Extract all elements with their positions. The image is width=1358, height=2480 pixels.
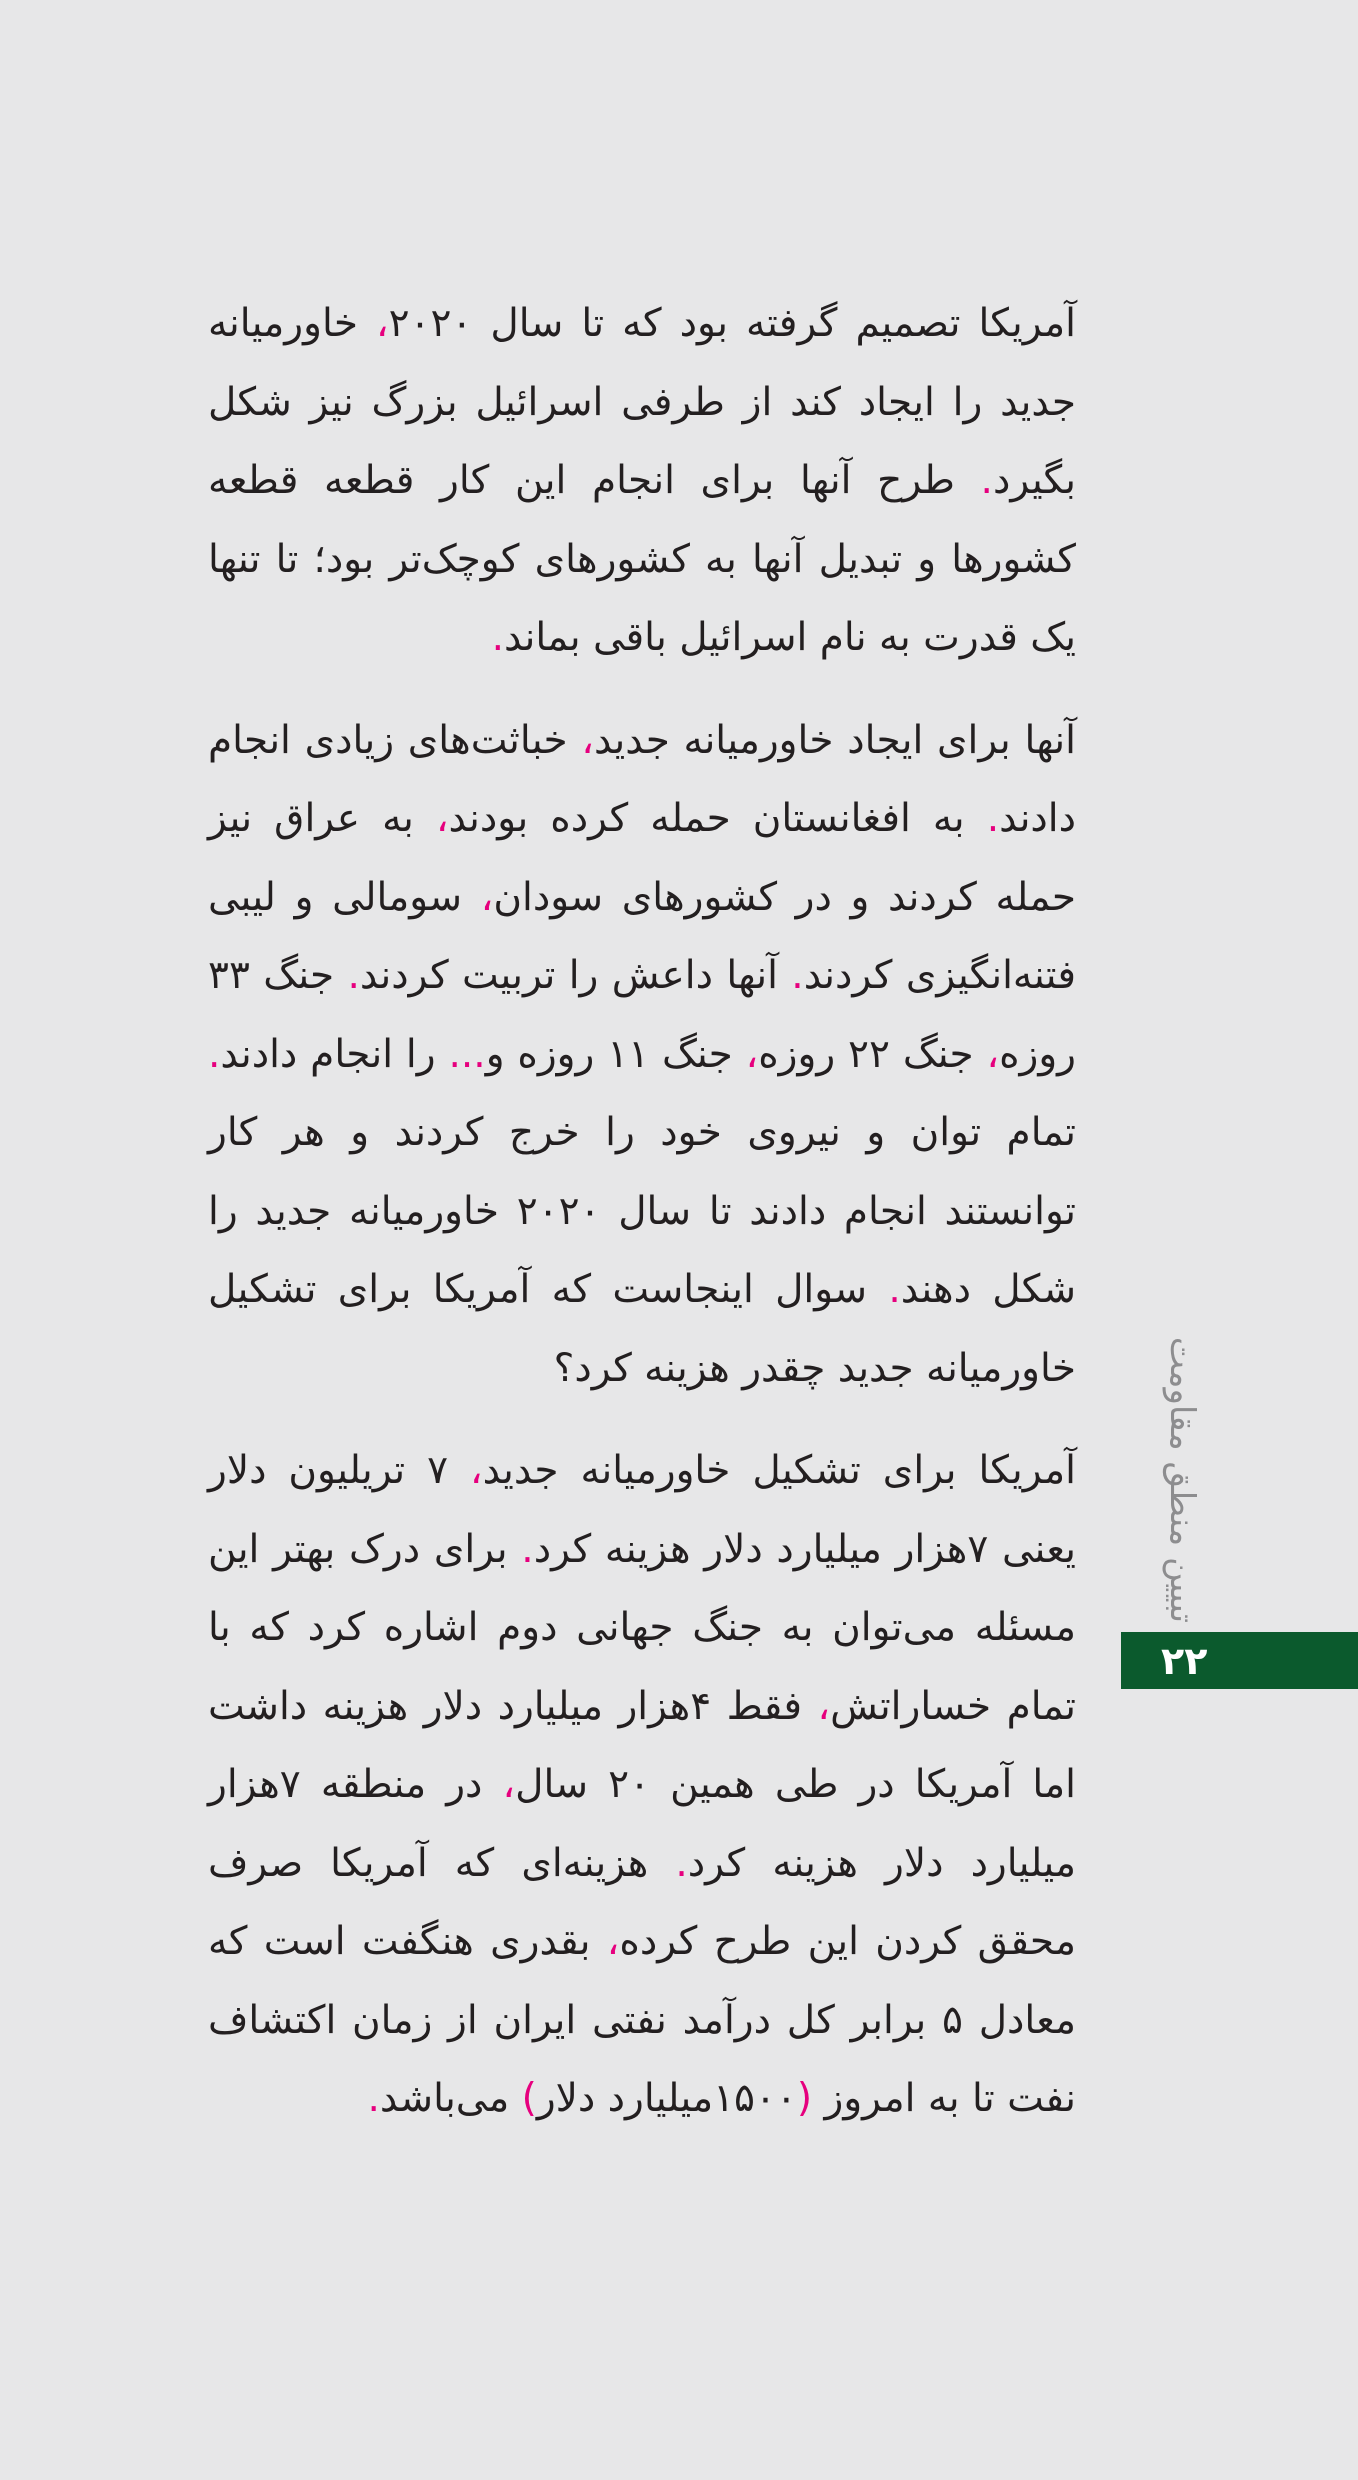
punctuation-mark: ، (376, 301, 389, 346)
text-run: ۷ تریلیون دلار یعنی ۷هزار میلیارد دلار هزینه کرد (208, 1448, 1076, 1572)
text-run: تمام توان و نیروی خود را خرج کردند و هر کار توانستند انجام دادند تا سال ۲۰۲۰ خاورمیانه جدید را شکل دهند (208, 1110, 1077, 1312)
punctuation-mark: . (888, 1267, 901, 1312)
punctuation-mark: . (986, 796, 1000, 841)
text-run: سوال اینجاست که آمریکا برای تشکیل خاورمیانه جدید چقدر هزینه کرد؟ (208, 1267, 1076, 1391)
punctuation-mark: ، (817, 1683, 831, 1729)
punctuation-mark: . (491, 615, 505, 660)
text-run: طرح آنها برای انجام این کار قطعه قطعه کشورها و تبدیل آنها به کشورهای کوچک‌تر بود؛ تا تنها یک قدرت به نام اسرائیل باقی بماند (208, 458, 1076, 660)
text-run: به افغانستان حمله کرده بودند (448, 796, 987, 841)
page-number-tab (1121, 1632, 1358, 1689)
text-run: خباثت‌های زیادی انجام دادند (208, 717, 1077, 841)
punctuation-mark: ، (581, 717, 594, 763)
paragraph-1 (208, 285, 1076, 678)
text-run: جنگ ۲۲ روزه (758, 1031, 987, 1077)
punctuation-mark: . (208, 1031, 221, 1077)
text-run: هزینه‌ای که آمریکا صرف محقق کردن این طرح کرده (208, 1840, 1076, 1964)
running-book-title (1152, 1336, 1212, 1624)
running-book-title-text: تبیین منطق مقاومت (1162, 1336, 1202, 1624)
text-run: خاورمیانه جدید را ایجاد کند از طرفی اسرائیل بزرگ نیز شکل بگیرد (208, 301, 1076, 503)
text-run: برای درک بهتر این مسئله می‌توان به جنگ جهانی دوم اشاره کرد که با تمام خساراتش (208, 1526, 1077, 1729)
text-run: بقدری هنگفت است که معادل ۵ برابر کل درآمد نفتی ایران از زمان اکتشاف نفت تا به امروز (208, 1919, 1076, 2121)
text-run: می‌باشد (379, 2076, 522, 2121)
text-run: را انجام دادند (220, 1031, 449, 1077)
punctuation-mark: . (675, 1840, 688, 1886)
punctuation-mark: ، (435, 796, 449, 841)
punctuation-mark: . (980, 458, 993, 503)
punctuation-mark: ، (480, 874, 494, 920)
page-number: ۲۲ (1161, 1638, 1208, 1683)
text-run: سومالی و لیبی فتنه‌انگیزی کردند (208, 874, 1076, 998)
text-run: آنها داعش را تربیت کردند (359, 953, 792, 998)
text-run: جنگ ۳۳ روزه (208, 953, 1077, 1077)
paragraph-3 (208, 1432, 1076, 2139)
punctuation-mark: ( (796, 2076, 813, 2121)
punctuation-mark: ، (745, 1031, 759, 1077)
punctuation-mark: ، (606, 1919, 620, 1964)
text-run: جنگ ۱۱ روزه و (485, 1031, 746, 1077)
punctuation-mark: . (791, 953, 804, 998)
text-run: ۱۵۰۰میلیارد دلار (536, 2076, 797, 2121)
punctuation-mark: ، (469, 1448, 483, 1493)
text-run: در منطقه ۷هزار میلیارد دلار هزینه کرد (208, 1762, 1076, 1886)
punctuation-mark: ) (521, 2076, 537, 2121)
text-run: آمریکا تصمیم گرفته بود که تا سال ۲۰۲۰ (388, 301, 1076, 346)
paragraph-2 (208, 702, 1076, 1409)
text-run: فقط ۴هزار میلیارد دلار هزینه داشت اما آمریکا در طی همین ۲۰ سال (208, 1683, 1077, 1807)
punctuation-mark: ، (502, 1762, 516, 1807)
text-run: آنها برای ایجاد خاورمیانه جدید (593, 717, 1076, 763)
text-run: به عراق نیز حمله کردند و در کشورهای سودان (208, 796, 1076, 920)
punctuation-mark: . (367, 2076, 380, 2121)
text-run: آمریکا برای تشکیل خاورمیانه جدید (482, 1448, 1077, 1493)
body-text (208, 285, 1076, 2163)
punctuation-mark: . (347, 953, 360, 998)
punctuation-mark: ، (986, 1031, 1000, 1077)
punctuation-mark: ... (448, 1031, 486, 1077)
punctuation-mark: . (521, 1526, 534, 1572)
